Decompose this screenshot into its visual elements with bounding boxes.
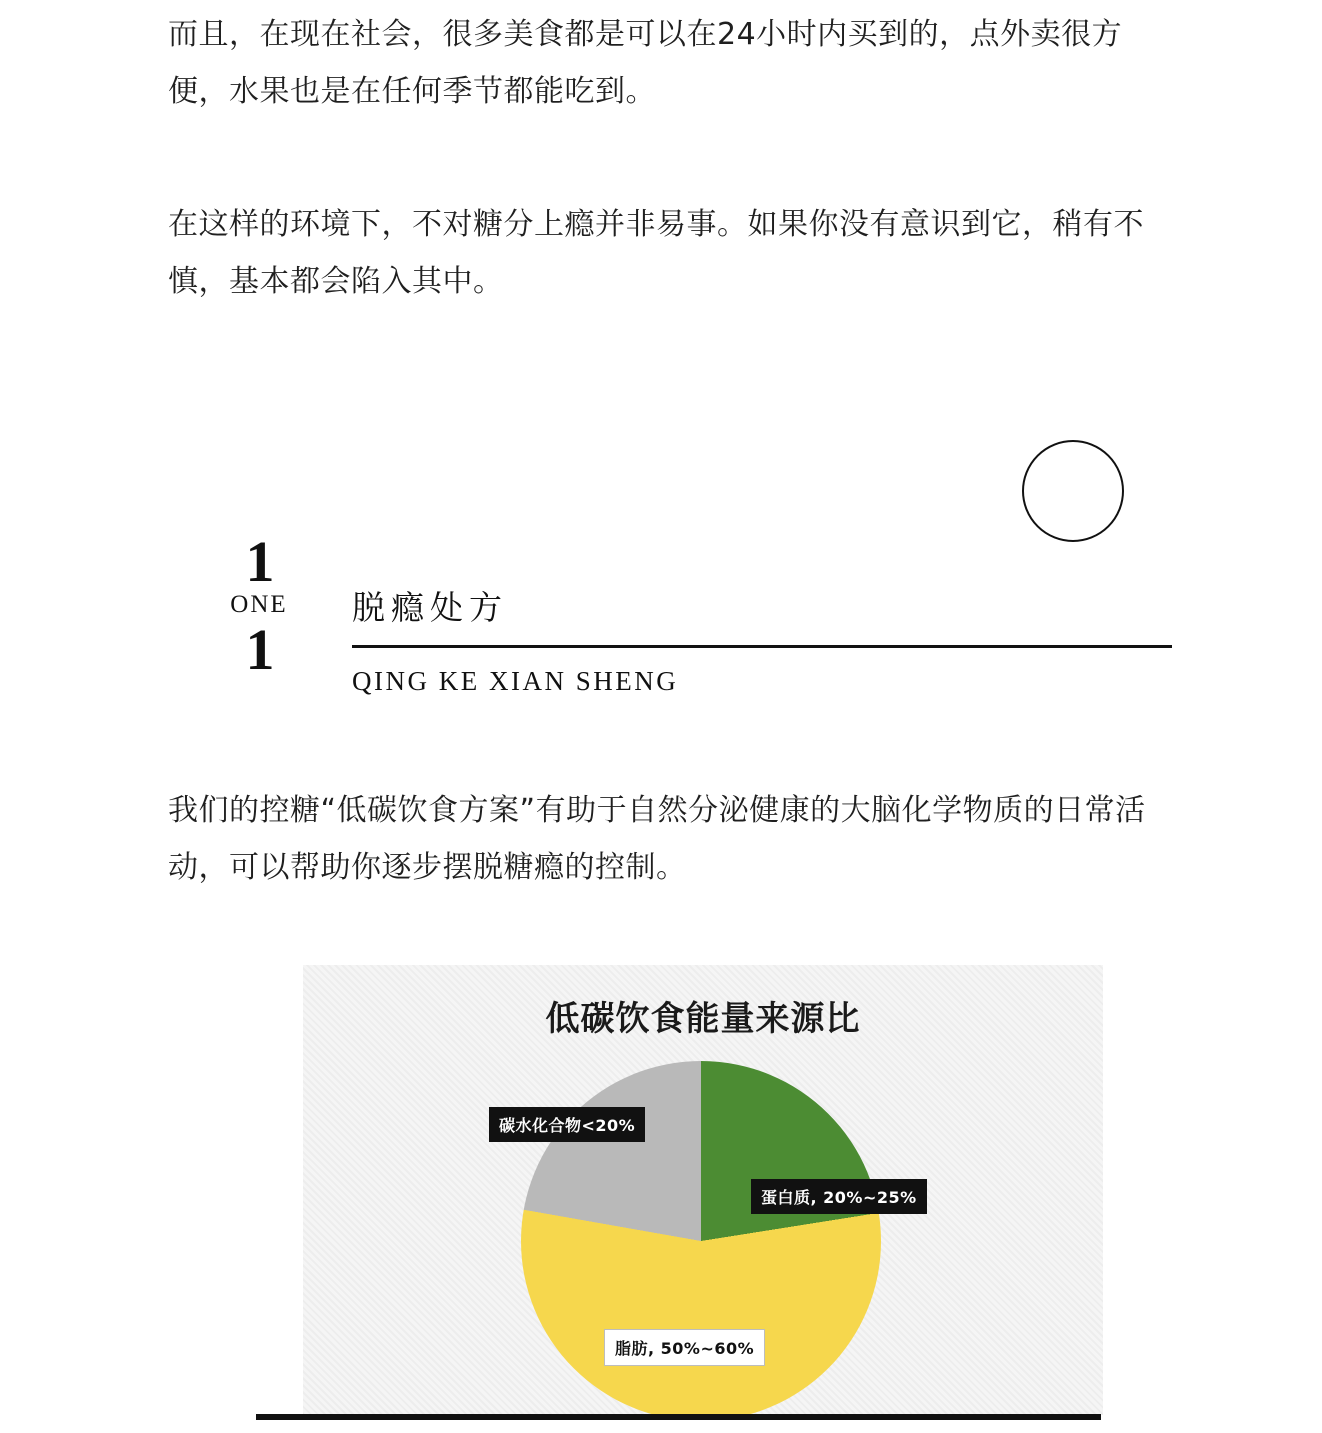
numeral-word: ONE — [230, 591, 288, 618]
section-header — [0, 520, 1322, 720]
numeral-bottom: 1 — [245, 617, 273, 682]
pie-label-protein: 蛋白质, 20%~25% — [751, 1179, 927, 1214]
bottom-divider — [256, 1414, 1101, 1420]
numeral-top: 1 — [245, 529, 273, 594]
pie-chart — [499, 1061, 917, 1415]
pie-chart-figure — [303, 965, 1103, 1415]
pie-label-fat: 脂肪, 50%~60% — [604, 1329, 765, 1366]
paragraph-2: 在这样的环境下，不对糖分上瘾并非易事。如果你没有意识到它，稍有不慎，基本都会陷入其中。 — [168, 207, 1144, 299]
pie-label-carbohydrate: 碳水化合物<20% — [489, 1107, 645, 1142]
section-title: 脱瘾处方 — [352, 588, 508, 627]
section-numeral — [214, 529, 304, 682]
section-title-pinyin: QING KE XIAN SHENG — [352, 666, 679, 696]
paragraph-1: 而且，在现在社会，很多美食都是可以在24小时内买到的，点外卖很方便，水果也是在任何季节都能吃到。 — [168, 17, 1123, 109]
paragraph-3: 我们的控糖“低碳饮食方案”有助于自然分泌健康的大脑化学物质的日常活动，可以帮助你逐步摆脱糖瘾的控制。 — [168, 793, 1146, 885]
chart-title: 低碳饮食能量来源比 — [545, 999, 861, 1039]
section-title-block — [352, 582, 1172, 697]
